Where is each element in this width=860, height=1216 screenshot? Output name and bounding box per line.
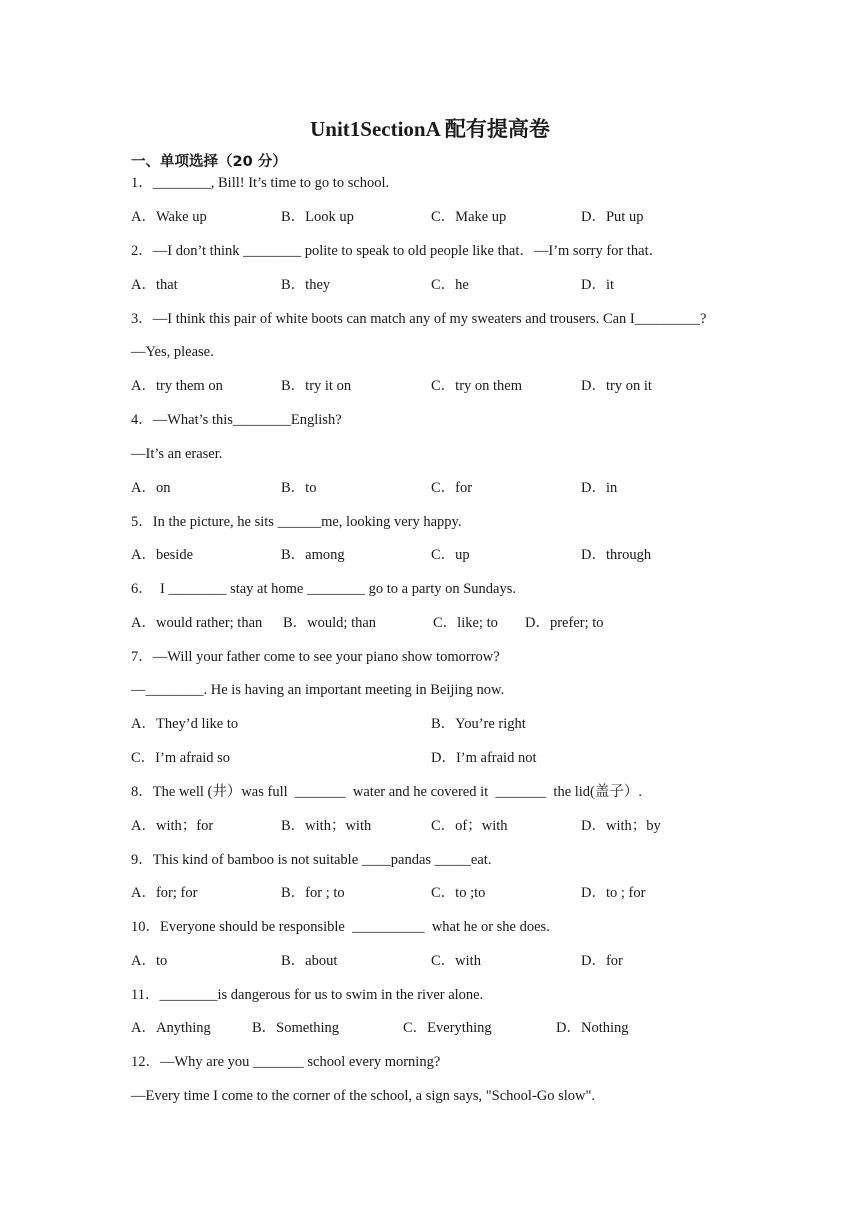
question-2-option-c: C．he — [431, 277, 469, 293]
question-3-option-d: D．try on it — [581, 378, 652, 394]
question-2-option-b: B．they — [281, 277, 331, 293]
question-10-option-d: D．for — [581, 953, 623, 969]
question-9-option-a: A．for; for — [131, 885, 198, 901]
question-4-option-b: B．to — [281, 480, 317, 496]
question-2-option-a: A．that — [131, 277, 178, 293]
question-9-option-c: C．to ;to — [431, 885, 486, 901]
question-9-option-d: D．to ; for — [581, 885, 646, 901]
question-10-option-c: C．with — [431, 953, 481, 969]
question-8-text: 8．The well (井）was full _______ water and he covered it _______ the lid(盖子）. — [131, 784, 643, 800]
question-12-text: 12．—Why are you _______ school every morning? — [131, 1054, 441, 1070]
question-12-text: —Every time I come to the corner of the school, a sign says, "School-Go slow". — [131, 1088, 596, 1104]
question-11-text: 11．________is dangerous for us to swim in the river alone. — [131, 987, 484, 1003]
question-2-text: 2．—I don’t think ________ polite to speak to old people like that．—I’m sorry for that． — [131, 243, 664, 259]
question-5-option-c: C．up — [431, 547, 470, 563]
question-5-option-d: D．through — [581, 547, 652, 563]
question-3-option-c: C．try on them — [431, 378, 523, 394]
question-7-option-c: C．I’m afraid so — [131, 750, 231, 766]
question-9-option-b: B．for ; to — [281, 885, 345, 901]
question-10-option-a: A．to — [131, 953, 168, 969]
question-2-option-d: D．it — [581, 277, 615, 293]
question-6-text: 6． I ________ stay at home ________ go to a party on Sundays. — [131, 581, 517, 597]
question-6-option-d: D．prefer; to — [525, 615, 604, 631]
question-8-option-a: A．with；for — [131, 818, 214, 834]
question-6-option-c: C．like; to — [433, 615, 498, 631]
question-1-option-c: C．Make up — [431, 209, 507, 225]
question-4-option-a: A．on — [131, 480, 171, 496]
question-5-option-b: B．among — [281, 547, 345, 563]
question-8-option-d: D．with；by — [581, 818, 661, 834]
question-11-option-c: C．Everything — [403, 1020, 492, 1036]
section-heading: 一、单项选择（20 分） — [131, 154, 287, 170]
question-1-option-d: D．Put up — [581, 209, 644, 225]
question-7-text: —________. He is having an important meeting in Beijing now. — [131, 682, 505, 698]
question-7-text: 7．—Will your father come to see your piano show tomorrow? — [131, 649, 500, 665]
question-8-option-b: B．with；with — [281, 818, 372, 834]
question-9-text: 9．This kind of bamboo is not suitable ____pandas _____eat. — [131, 852, 492, 868]
question-7-option-b: B．You’re right — [431, 716, 526, 732]
question-5-option-a: A．beside — [131, 547, 194, 563]
question-3-text: —Yes, please. — [131, 344, 214, 360]
question-11-option-b: B．Something — [252, 1020, 340, 1036]
page-title: Unit1SectionA 配有提高卷 — [310, 117, 550, 141]
question-3-option-a: A．try them on — [131, 378, 223, 394]
question-5-text: 5．In the picture, he sits ______me, looking very happy. — [131, 514, 462, 530]
question-11-option-a: A．Anything — [131, 1020, 211, 1036]
question-1-option-b: B．Look up — [281, 209, 354, 225]
question-1-text: 1．________, Bill! It’s time to go to school. — [131, 175, 390, 191]
question-4-option-d: D．in — [581, 480, 618, 496]
question-8-option-c: C．of；with — [431, 818, 508, 834]
question-10-option-b: B．about — [281, 953, 338, 969]
question-3-option-b: B．try it on — [281, 378, 352, 394]
question-10-text: 10．Everyone should be responsible __________ what he or she does. — [131, 919, 550, 935]
question-7-option-a: A．They’d like to — [131, 716, 239, 732]
question-4-option-c: C．for — [431, 480, 473, 496]
question-6-option-a: A．would rather; than — [131, 615, 263, 631]
question-1-option-a: A．Wake up — [131, 209, 207, 225]
question-7-option-d: D．I’m afraid not — [431, 750, 537, 766]
question-11-option-d: D．Nothing — [556, 1020, 629, 1036]
question-3-text: 3．—I think this pair of white boots can match any of my sweaters and trousers. Can I_________? — [131, 311, 707, 327]
question-6-option-b: B．would; than — [283, 615, 377, 631]
question-4-text: 4．—What’s this________English? — [131, 412, 342, 428]
question-4-text: —It’s an eraser. — [131, 446, 223, 462]
